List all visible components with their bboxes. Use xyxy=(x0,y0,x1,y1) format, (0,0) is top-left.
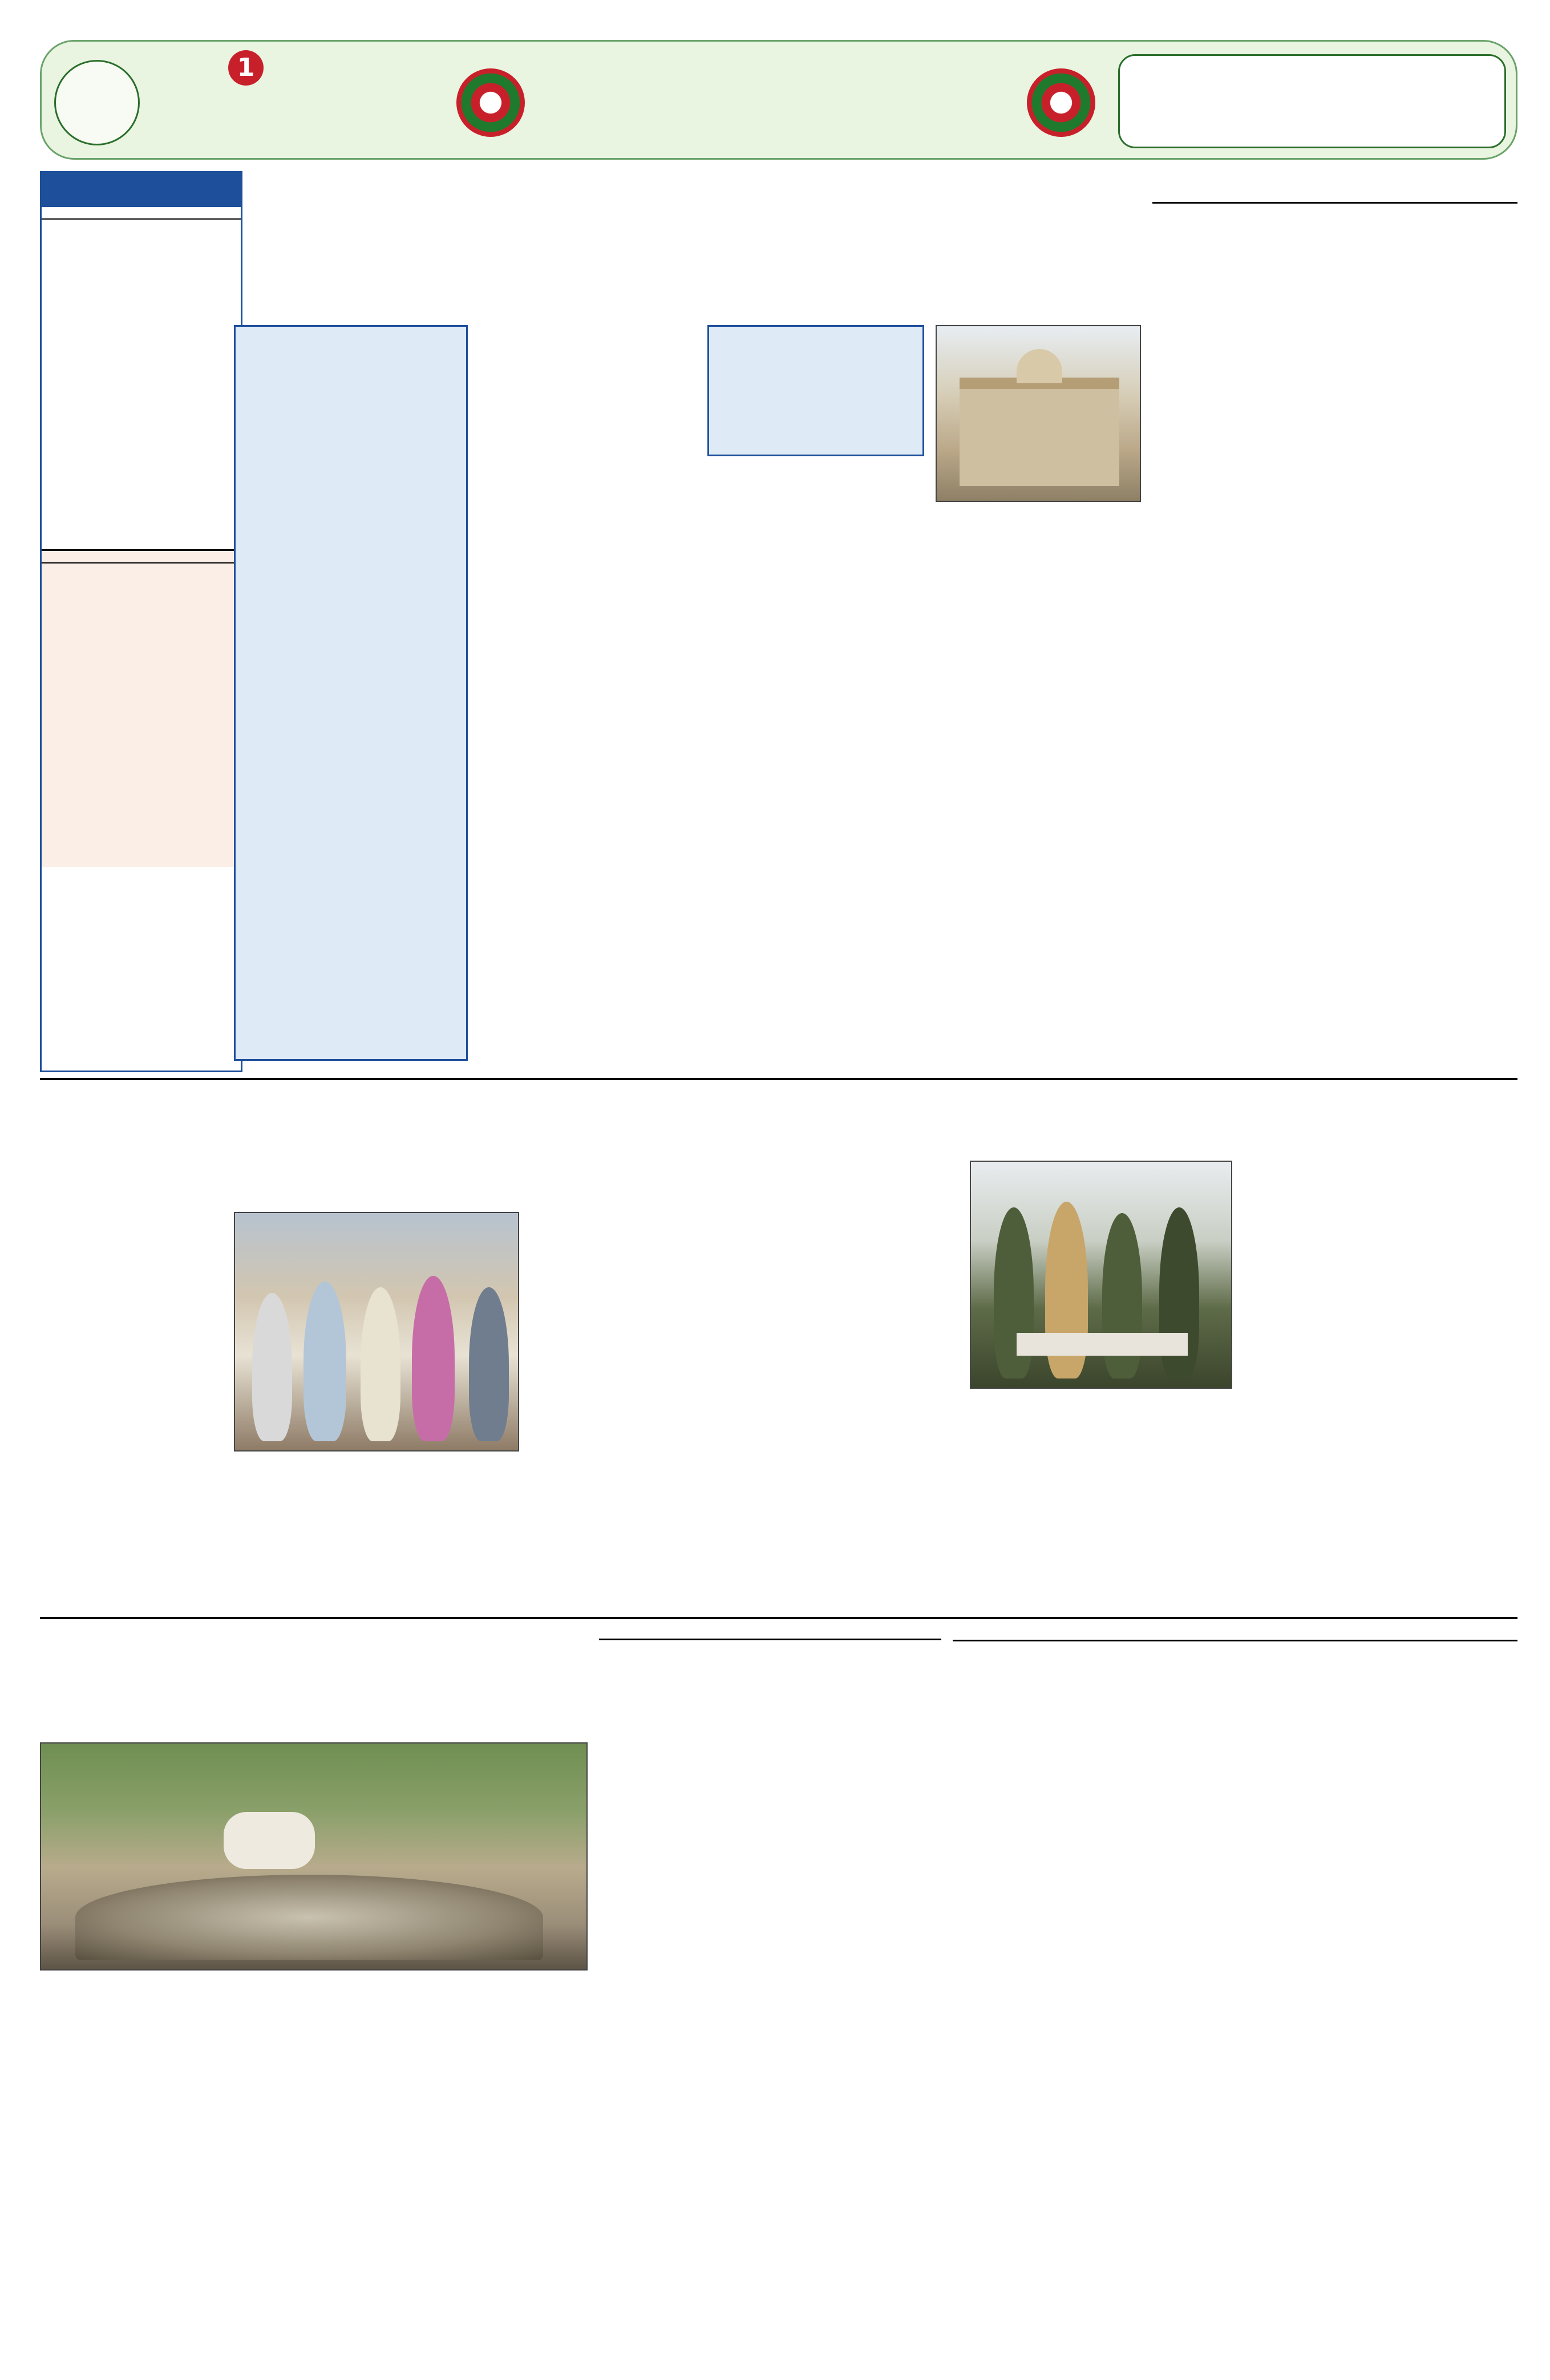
brief-news-column xyxy=(40,171,242,1072)
firing-story xyxy=(599,1623,941,2153)
nursing-story xyxy=(1152,171,1517,1072)
nepal-story xyxy=(970,1086,1517,1611)
mla-story xyxy=(953,1623,1517,2153)
garbage-headline xyxy=(40,1623,588,1634)
brief-headline-1 xyxy=(42,207,241,220)
cow-figure xyxy=(224,1812,315,1869)
mla-headline xyxy=(953,1623,1517,1634)
side-box-headline xyxy=(236,327,466,338)
nursing-subhead xyxy=(1152,194,1517,204)
garbage-body xyxy=(40,1982,588,2128)
divider-row2 xyxy=(40,1617,1517,1619)
nepal-body-wrap xyxy=(1244,1163,1517,1608)
medical-headline xyxy=(234,1086,958,1098)
patient-figure xyxy=(252,1293,292,1441)
lead-body-col2 xyxy=(707,471,913,1061)
medical-body xyxy=(531,1218,958,1583)
nursing-headline xyxy=(1152,171,1517,183)
patient-figure xyxy=(412,1276,455,1441)
lead-headline xyxy=(251,171,1141,268)
nepal-body-cont xyxy=(970,1397,1232,1608)
side-box-tag xyxy=(236,338,466,344)
garbage-body-wrap xyxy=(40,1979,588,2150)
firing-body xyxy=(776,1651,941,2016)
edition-title-en xyxy=(570,52,981,57)
nepal-photo xyxy=(970,1161,1232,1389)
star-icon-left xyxy=(456,68,525,137)
nepal-headline xyxy=(970,1086,1517,1098)
mla-subhead xyxy=(953,1634,1517,1641)
garbage-photo xyxy=(40,1742,588,1971)
lead-body xyxy=(479,328,1141,1064)
brief-body-2 xyxy=(48,570,234,833)
medical-story xyxy=(234,1086,958,1611)
patient-figure xyxy=(361,1287,400,1441)
firing-kicker xyxy=(599,1623,941,1627)
star-icon-right xyxy=(1027,68,1095,137)
edition-title-urdu xyxy=(1118,54,1506,148)
side-box-body xyxy=(244,350,458,852)
medical-body-cont xyxy=(234,1460,519,1608)
garbage-story xyxy=(40,1623,588,2153)
logo xyxy=(148,50,359,156)
brief-news-label xyxy=(42,173,241,207)
medical-photo xyxy=(234,1212,519,1451)
divider-row1 xyxy=(40,1078,1517,1080)
nepal-body xyxy=(1244,1167,1517,1589)
lead-body-col1 xyxy=(936,536,1141,1061)
medical-body-wrap xyxy=(531,1215,958,1608)
brief-headline-2 xyxy=(42,549,241,563)
garbage-pile xyxy=(75,1875,543,1960)
patient-figure xyxy=(303,1282,346,1441)
logo-emblem: 1 xyxy=(228,50,264,86)
brief-body-1 xyxy=(48,226,234,546)
table xyxy=(1017,1333,1188,1356)
side-box xyxy=(234,325,468,1061)
mla-body xyxy=(953,1648,1517,1990)
firing-headline xyxy=(599,1627,941,1640)
patient-figure xyxy=(469,1287,509,1441)
prd-body xyxy=(599,1655,764,1900)
lead-body-col3 xyxy=(479,328,685,1061)
page-number xyxy=(54,60,140,145)
nursing-body xyxy=(1152,215,1517,871)
prd-headline xyxy=(599,1647,764,1652)
